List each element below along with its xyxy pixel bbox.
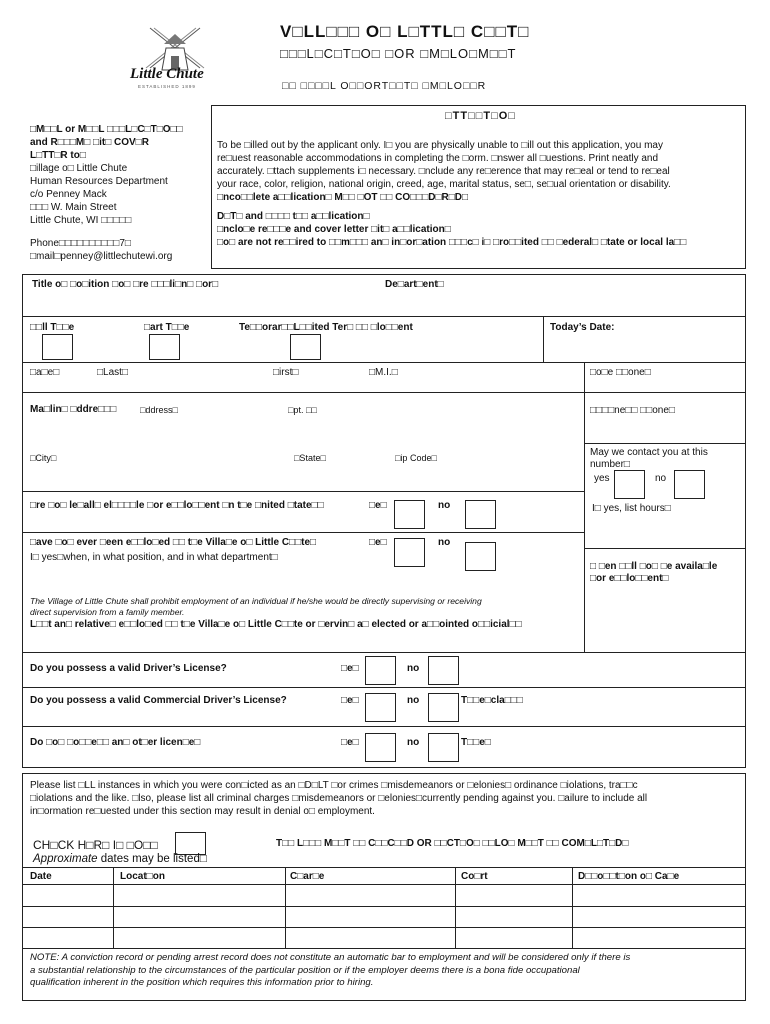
contact-yes-label: yes [594, 473, 610, 484]
conviction-line: □iolations and the like. □lso, please list all criminal charges □misdemeanors or □elonies□currently pending against you. □ailure to include all [30, 793, 648, 804]
col-location: Locat□on [120, 871, 165, 882]
form-subtitle: □□□L□C□T□O□ □OR □M□LO□M□□T [280, 46, 517, 61]
instructions-line: □nco□□lete a□□lication□ M□□ □OT □□ CO□□□D□R□D□ [217, 192, 469, 203]
ever-employed-detail: I□ yes□when, in what position, and in what department□ [30, 552, 278, 563]
divider [543, 316, 544, 362]
cdl-yes-label: □e□ [341, 695, 359, 706]
divider [22, 948, 745, 949]
part-time-checkbox[interactable] [149, 334, 180, 360]
other-license-question: Do □o□ □o□□e□□ an□ ot□er licen□e□ [30, 737, 201, 748]
full-time-label: □□ll T□□e [30, 322, 75, 333]
instructions-line: □o□ are not re□□ired to □□m□□□ an□ in□or□ation □□□c□ i□ □ro□□ited □□ □ederal□ □tate or local la□□ [217, 237, 687, 248]
ol-no-checkbox[interactable] [428, 733, 459, 762]
employed-no-checkbox[interactable] [465, 542, 496, 571]
divider [584, 362, 585, 652]
employed-yes-checkbox[interactable] [394, 538, 425, 567]
cdl-no-checkbox[interactable] [428, 693, 459, 722]
village-note-2: direct supervision from a family member. [30, 607, 185, 617]
mail-to-phone: Phone□□□□□□□□□□7□ [30, 238, 131, 249]
divider [22, 927, 745, 928]
number-label: number□ [590, 459, 630, 470]
village-logo [120, 20, 230, 100]
divider [22, 362, 745, 363]
conviction-line: in□ormation re□uested under this section may result in denial o□ employment. [30, 806, 375, 817]
conviction-note [30, 952, 742, 990]
contact-no-checkbox[interactable] [674, 470, 705, 499]
approx-rest: dates may be listed□ [97, 853, 207, 865]
ol-type-label: T□□e□ [461, 737, 491, 748]
cdl-yes-checkbox[interactable] [365, 693, 396, 722]
divider [22, 726, 745, 727]
divider [22, 906, 745, 907]
logo-tagline: ESTABLISHED 1899 [138, 84, 196, 89]
ol-yes-checkbox[interactable] [365, 733, 396, 762]
relatives-question: L□□t an□ relative□ e□□lo□ed □□ t□e Villa□e o□ Little C□□te or □ervin□ a□ elected or a□□ointed o□□icial□□ [30, 619, 522, 630]
dl-yes-label: □e□ [341, 663, 359, 674]
city-label: □City□ [30, 453, 57, 463]
cdl-class-label: T□□e□cla□□□ [461, 695, 523, 706]
form-subtitle-eoe: □□ □□□□L O□□ORT□□T□ □M□LO□□R [282, 80, 487, 92]
mail-to-email[interactable]: □mail□penney@littlechutewi.org [30, 251, 173, 262]
col-court: Co□rt [461, 871, 488, 882]
mail-to-line: □□□ W. Main Street [30, 202, 117, 213]
divider [22, 867, 745, 868]
may-contact-label: May we contact you at this [590, 447, 708, 458]
divider [572, 867, 573, 948]
approx-note [33, 853, 207, 865]
divider [22, 316, 745, 317]
conviction-instruction: T□□ L□□□ M□□T □□ C□□C□□D OR □□CT□O□ □□LO□ M□□T □□ COM□L□T□D□ [276, 838, 629, 849]
temporary-label: Te□□orar□□L□□ited Ter□ □□ □lo□□ent [239, 322, 413, 333]
mail-to-line: □M□□L or M□□L □□□L□C□T□O□□ [30, 124, 183, 135]
todays-date-label: Today’s Date: [550, 322, 615, 333]
ever-employed-question: □ave □o□ ever □een e□□lo□ed □□ t□e Villa□e o□ Little C□□te□ [30, 537, 317, 548]
part-time-label: □art T□□e [144, 322, 190, 333]
note-line: a substantial relationship to the circumstances of the particular position or if the employer deems there is a bona fide occupational [30, 964, 580, 976]
instructions-text [217, 139, 742, 249]
address-label: □ddress□ [140, 405, 178, 415]
divider [22, 532, 585, 533]
full-time-checkbox[interactable] [42, 334, 73, 360]
none-checkbox[interactable] [175, 832, 206, 855]
hours-label: I□ yes, list hours□ [592, 503, 671, 514]
divider [22, 652, 745, 653]
apt-label: □pt. □□ [288, 405, 317, 415]
instructions-line: accurately. □ttach supplements i□ necessary. □nclude any re□erence that may re□eal or tend to re□eal [217, 166, 670, 177]
divider [22, 392, 745, 393]
eligible-yes-label: □e□ [369, 500, 387, 511]
mailing-address-label: Ma□lin□ □ddre□□□ [30, 404, 117, 415]
mail-to-block [30, 123, 210, 263]
divider [584, 548, 745, 549]
mail-to-line: and R□□□M□ □it□ COV□R [30, 137, 149, 148]
form-title: V□LL□□□ O□ L□TTL□ C□□T□ [280, 22, 530, 41]
village-note: The Village of Little Chute shall prohibit employment of an individual if he/she would be directly supervising or receiving [30, 596, 482, 606]
cdl-question: Do you possess a valid Commercial Driver’s License? [30, 695, 287, 706]
employed-yes-label: □e□ [369, 537, 387, 548]
divider [22, 687, 745, 688]
eligible-no-label: no [438, 500, 451, 511]
employed-no-label: no [438, 537, 451, 548]
mail-to-line: □illage o□ Little Chute [30, 163, 128, 174]
dl-yes-checkbox[interactable] [365, 656, 396, 685]
note-line: NOTE: A conviction record or pending arrest record does not constitute an automatic bar to employment and will be considered only if there is [30, 952, 631, 963]
mail-to-line: L□TT□R to□ [30, 150, 86, 161]
conviction-instructions [30, 779, 742, 818]
instructions-line: your race, color, religion, national origin, creed, age, marital status, se□, se□ual orientation or disability. [217, 179, 671, 190]
business-phone-label: □□□□ne□□ □□one□ [590, 405, 675, 416]
state-label: □State□ [294, 453, 326, 463]
check-here-label: CH□CK H□R□ I□ □O□□ [33, 838, 158, 852]
first-name-label: □irst□ [273, 367, 299, 378]
temporary-checkbox[interactable] [290, 334, 321, 360]
divider [455, 867, 456, 948]
cdl-no-label: no [407, 695, 420, 706]
last-name-label: □Last□ [97, 367, 128, 378]
name-label: □a□e□ [30, 367, 60, 378]
availability-label: □ □en □□ll □o□ □e availa□le [590, 561, 718, 572]
approx-word: Approximate [33, 853, 98, 865]
mail-to-line: Human Resources Department [30, 176, 168, 187]
instructions-line: □nclo□e re□□□e and cover letter □it□ a□□lication□ [217, 224, 451, 235]
home-phone-label: □o□e □□one□ [590, 367, 651, 378]
attention-heading: □TT□□T□O□ [445, 110, 516, 122]
col-disposition: D□□o□□t□on o□ Ca□e [578, 871, 680, 882]
ol-yes-label: □e□ [341, 737, 359, 748]
col-charge: C□ar□e [290, 871, 325, 882]
mi-label: □M.I.□ [369, 367, 398, 378]
eligible-question: □re □o□ le□all□ el□□□□le □or e□□lo□□ent □n t□e □nited □tate□□ [30, 500, 324, 511]
instructions-line: To be □illed out by the applicant only. I□ you are physically unable to □ill out this application, you may [217, 140, 663, 151]
contact-yes-checkbox[interactable] [614, 470, 645, 499]
department-label: De□art□ent□ [385, 279, 444, 290]
contact-no-label: no [655, 473, 667, 484]
availability-label-2: □or e□□lo□□ent□ [590, 573, 669, 584]
zip-label: □ip Code□ [395, 453, 437, 463]
drivers-license-question: Do you possess a valid Driver’s License? [30, 663, 227, 674]
divider [584, 443, 745, 444]
instructions-line: D□T□ and □□□□ t□□ a□□lication□ [217, 211, 370, 222]
divider [285, 867, 286, 948]
dl-no-checkbox[interactable] [428, 656, 459, 685]
eligible-no-checkbox[interactable] [465, 500, 496, 529]
logo-name: Little Chute [130, 66, 204, 82]
instructions-line: re□uest reasonable accommodations in completing the □orm. □nswer all □uestions. Print neatly and [217, 153, 659, 164]
mail-to-line: c/o Penney Mack [30, 189, 107, 200]
mail-to-line: Little Chute, WI □□□□□ [30, 215, 132, 226]
eligible-yes-checkbox[interactable] [394, 500, 425, 529]
ol-no-label: no [407, 737, 420, 748]
conviction-line: Please list □LL instances in which you were con□icted as an □D□LT □or crimes □misdemeanors or □elonies□ ordinance □iolations, tra□□c [30, 780, 638, 791]
dl-no-label: no [407, 663, 420, 674]
divider [22, 491, 585, 492]
note-line: qualification inherent in the position which requires this information prior to hiring. [30, 977, 374, 988]
position-label: Title o□ □o□ition □o□ □re □□□li□n□ □or□ [32, 279, 219, 290]
col-date: Date [30, 871, 52, 882]
divider [113, 867, 114, 948]
divider [22, 884, 745, 885]
